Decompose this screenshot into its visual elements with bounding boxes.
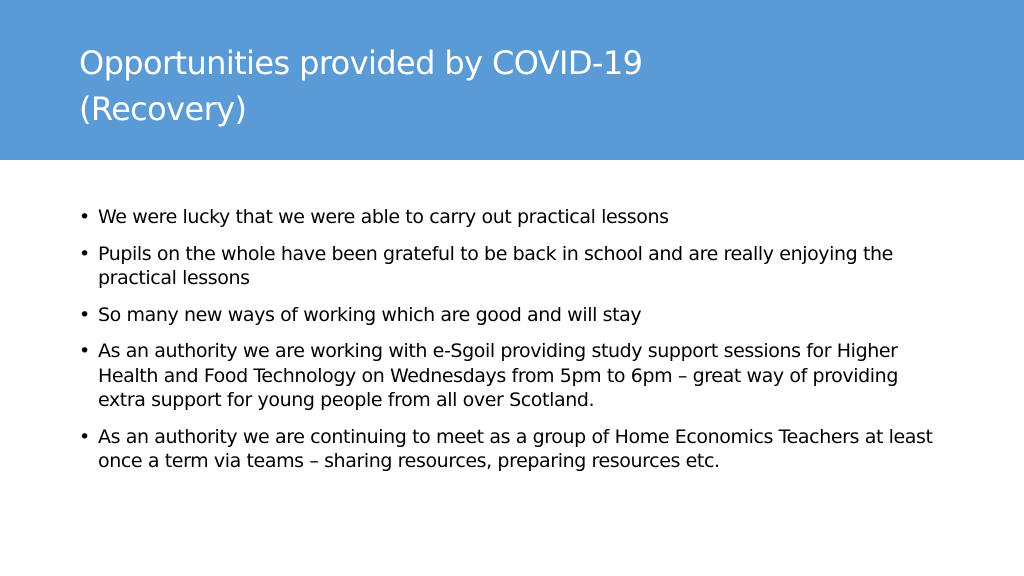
bullet-icon: • xyxy=(79,242,90,265)
bullet-icon: • xyxy=(79,303,90,326)
bullet-text: So many new ways of working which are good and will stay xyxy=(98,303,642,326)
bullet-item xyxy=(79,242,949,291)
bullet-list xyxy=(79,205,949,486)
bullet-item xyxy=(79,303,949,328)
bullet-item xyxy=(79,205,949,230)
bullet-item xyxy=(79,425,949,474)
bullet-text: We were lucky that we were able to carry out practical lessons xyxy=(98,206,669,228)
slide-title-line-1: Opportunities provided by COVID-19 xyxy=(79,44,643,82)
bullet-icon: • xyxy=(79,340,90,362)
bullet-text: As an authority we are working with e-Sgoil providing study support sessions for Higher Health and Food Technology on Wednesdays from 5pm to 6pm – great way of providing extra support for young people from all over Scotland. xyxy=(98,340,898,411)
bullet-icon: • xyxy=(79,206,90,228)
bullet-icon: • xyxy=(79,425,90,448)
bullet-text: Pupils on the whole have been grateful to be back in school and are really enjoying the practical lessons xyxy=(98,242,893,289)
bullet-item xyxy=(79,339,949,413)
title-banner xyxy=(0,0,1024,160)
slide-title xyxy=(79,40,959,132)
slide-title-line-2: (Recovery) xyxy=(79,90,247,128)
bullet-text: As an authority we are continuing to meet as a group of Home Economics Teachers at least once a term via teams – sharing resources, preparing resources etc. xyxy=(98,425,933,472)
